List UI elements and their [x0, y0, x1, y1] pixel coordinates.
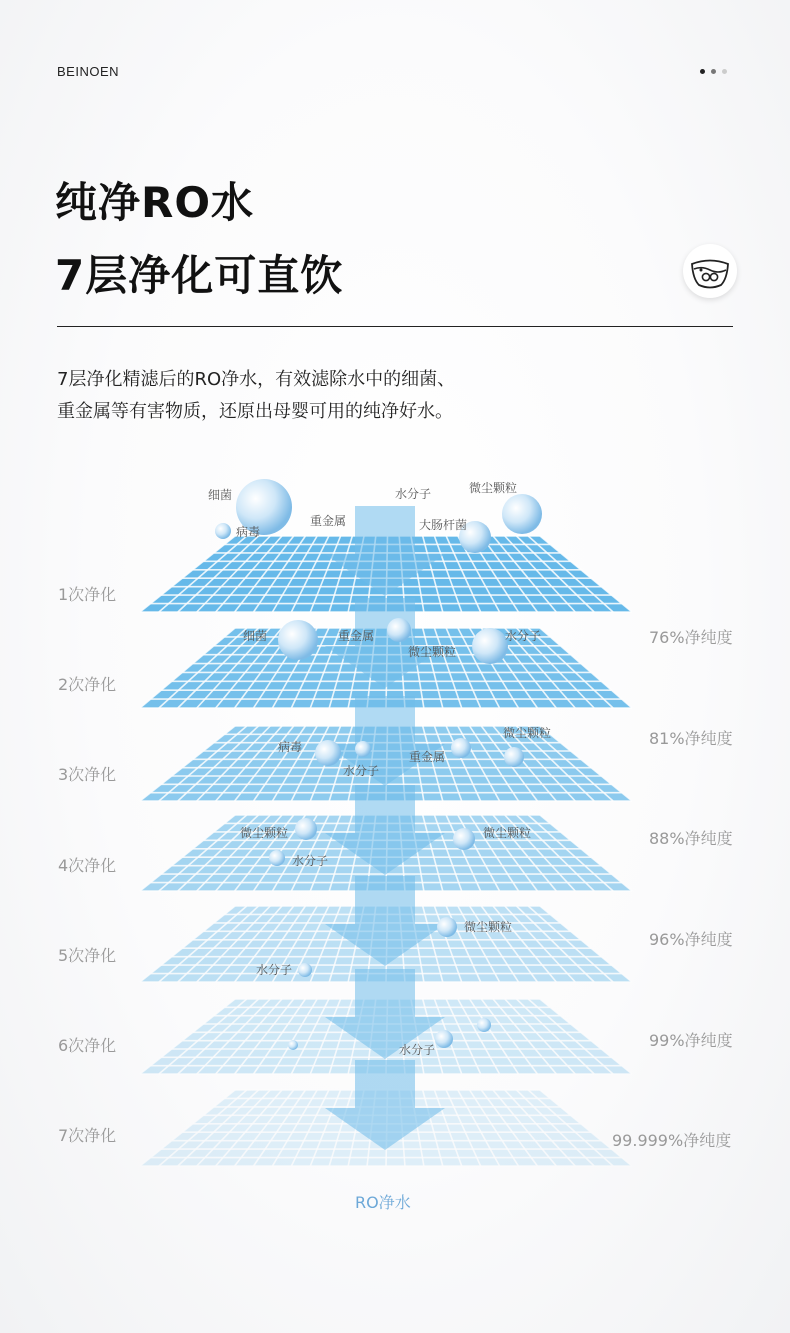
particle-label: 水分子 — [292, 854, 329, 868]
particle-bubble-icon — [477, 1018, 491, 1032]
particle-bubble-icon — [278, 620, 318, 660]
particle-label: 重金属 — [338, 629, 375, 643]
particle-bubble-icon — [298, 963, 312, 977]
level-label: 2次净化 — [58, 675, 117, 694]
particle-label: 水分子 — [343, 764, 380, 778]
particle-bubble-icon — [437, 917, 457, 937]
result-label: RO净水 — [355, 1193, 411, 1212]
page-subtitle: 7层净化可直饮 — [55, 251, 344, 300]
brand-name: BEINOEN — [57, 64, 120, 79]
particle-label: 重金属 — [310, 514, 347, 528]
particle-label: 重金属 — [409, 750, 446, 764]
particle-label: 微尘颗粒 — [240, 826, 289, 840]
particle-bubble-icon — [387, 618, 411, 642]
level-label: 7次净化 — [58, 1126, 117, 1145]
particle-bubble-icon — [502, 494, 542, 534]
particle-label: 微尘颗粒 — [483, 826, 532, 840]
page-title: 纯净RO水 — [55, 178, 255, 227]
particle-bubble-icon — [504, 747, 524, 767]
purity-label: 99%净纯度 — [649, 1031, 733, 1050]
purity-label: 76%净纯度 — [649, 628, 733, 647]
particle-label: 病毒 — [278, 740, 303, 754]
description-line: 重金属等有害物质，还原出母婴可用的纯净好水。 — [57, 401, 453, 422]
particle-bubble-icon — [288, 1040, 298, 1050]
description-line: 7层净化精滤后的RO净水，有效滤除水中的细菌、 — [57, 369, 456, 390]
particle-label: 水分子 — [399, 1043, 436, 1057]
particle-bubble-icon — [453, 828, 475, 850]
particle-label: 微尘颗粒 — [464, 920, 513, 934]
particle-bubble-icon — [215, 523, 231, 539]
particle-bubble-icon — [451, 738, 471, 758]
particle-label: 大肠杆菌 — [419, 518, 468, 532]
particle-label: 微尘颗粒 — [408, 645, 457, 659]
particle-bubble-icon — [435, 1030, 453, 1048]
particle-label: 微尘颗粒 — [503, 726, 552, 740]
particle-bubble-icon — [355, 741, 371, 757]
level-label: 5次净化 — [58, 946, 117, 965]
particle-bubble-icon — [269, 850, 285, 866]
purity-label: 81%净纯度 — [649, 729, 733, 748]
level-label: 4次净化 — [58, 856, 117, 875]
particle-label: 水分子 — [256, 963, 293, 977]
particle-label: 水分子 — [505, 629, 542, 643]
purity-label: 96%净纯度 — [649, 930, 733, 949]
particle-label: 微尘颗粒 — [469, 481, 518, 495]
purity-label: 99.999%净纯度 — [612, 1131, 732, 1150]
particle-bubble-icon — [295, 818, 317, 840]
level-label: 3次净化 — [58, 765, 117, 784]
level-label: 6次净化 — [58, 1036, 117, 1055]
particle-label: 病毒 — [236, 525, 261, 539]
particle-bubble-icon — [315, 740, 341, 766]
particle-bubble-icon — [472, 628, 508, 664]
particle-label: 细菌 — [243, 629, 268, 643]
purity-label: 88%净纯度 — [649, 829, 733, 848]
particle-label: 细菌 — [208, 488, 233, 502]
level-label: 1次净化 — [58, 585, 117, 604]
particle-label: 水分子 — [395, 487, 432, 501]
